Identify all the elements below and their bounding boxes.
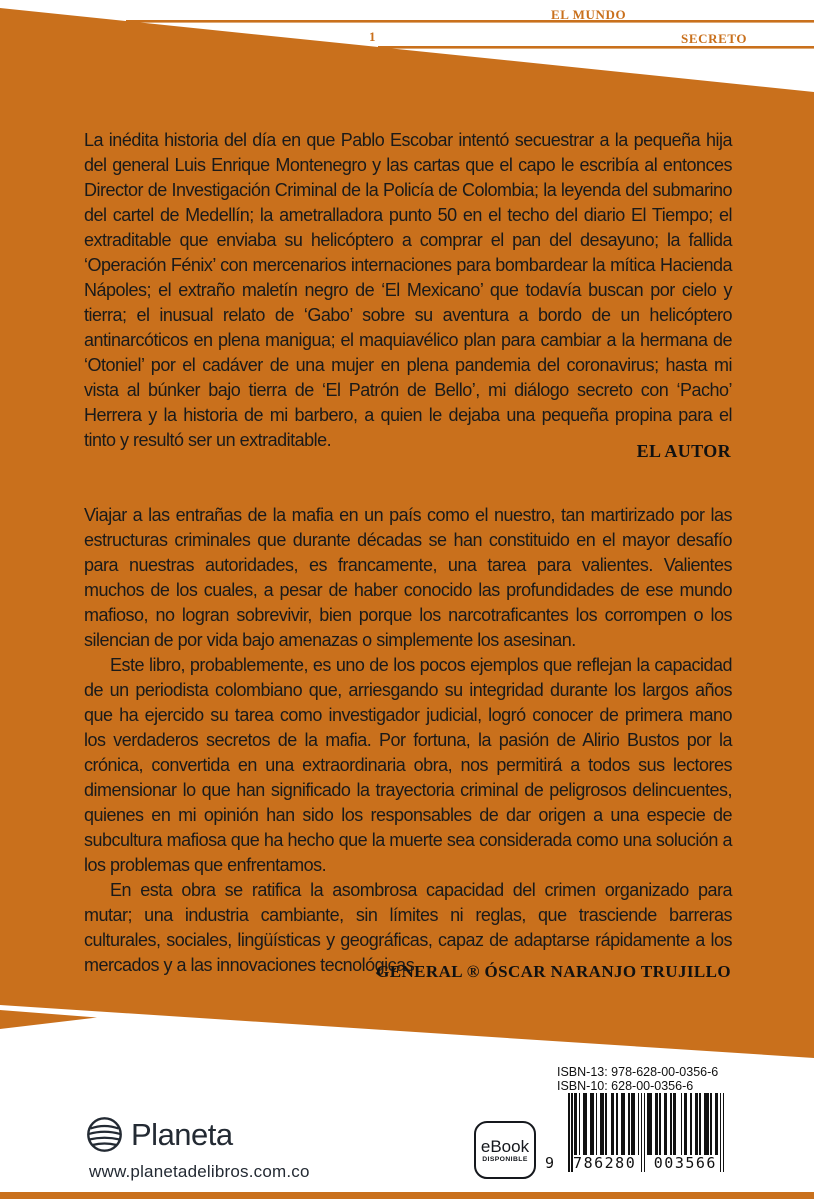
- barcode-bar: [590, 1093, 595, 1155]
- isbn-13: ISBN-13: 978-628-00-0356-6: [557, 1065, 719, 1079]
- barcode-bar: [605, 1093, 607, 1155]
- barcode-bar: [596, 1093, 598, 1155]
- publisher-name: Planeta: [131, 1116, 233, 1152]
- review-paragraphs: [84, 503, 732, 978]
- barcode-bar: [684, 1093, 687, 1155]
- header-title-secreto: SECRETO: [681, 31, 748, 46]
- ebook-badge-subtitle: DISPONIBLE: [482, 1155, 528, 1163]
- review-signature: GENERAL ® ÓSCAR NARANJO TRUJILLO: [376, 962, 731, 981]
- barcode-bar: [715, 1093, 718, 1155]
- barcode-bar: [631, 1093, 634, 1155]
- isbn-block: [557, 1066, 718, 1093]
- barcode-bar: [600, 1093, 603, 1155]
- barcode-bar: [574, 1093, 577, 1155]
- barcode-bar: [664, 1093, 667, 1155]
- barcode-bar: [695, 1093, 698, 1155]
- review-paragraph-2: Este libro, probablemente, es uno de los pocos ejemplos que reflejan la capacidad de un periodista colombiano que, arriesgando su integridad durante los largos años que ha ejercido su tarea como investigador judicial, logró conocer de primera mano los verdaderos secretos de la mafia. Por fortuna, la pasión de Alirio Bustos por la crónica, convertida en una extraordinaria obra, nos permitirá a todos sus lectores dimensionar lo que han significado la trayectoria criminal de peligrosos delincuentes, quienes en mi opinión han sido los responsables de dar origen a una especie de subcultura mafiosa que ha hecho que la muerte sea considerada como una solución a los problemas que enfrentamos.: [84, 655, 732, 875]
- barcode-bar: [659, 1093, 661, 1155]
- barcode-bar: [673, 1093, 676, 1155]
- barcode-bar: [670, 1093, 672, 1155]
- synopsis-signature: EL AUTOR: [636, 441, 731, 461]
- isbn-10: ISBN-10: 628-00-0356-6: [557, 1078, 694, 1093]
- header-rule-top: [126, 20, 814, 23]
- publisher-website: www.planetadelibros.com.co: [89, 1162, 310, 1181]
- header-title-el-mundo: EL MUNDO: [551, 7, 627, 22]
- barcode-bar: [710, 1093, 712, 1155]
- bottom-edge-strip: [0, 1192, 814, 1199]
- barcode-bar: [647, 1093, 652, 1155]
- barcode-digits: 9 786280 003566: [545, 1154, 717, 1172]
- barcode-bar: [611, 1093, 614, 1155]
- ebook-badge-title: eBook: [480, 1136, 530, 1156]
- barcode-bar: [579, 1093, 581, 1155]
- barcode-bar: [655, 1093, 658, 1155]
- orange-bottom-left-wedge: [0, 1010, 97, 1029]
- barcode-bar: [681, 1093, 683, 1155]
- barcode-bar: [690, 1093, 692, 1155]
- barcode-bar: [583, 1093, 586, 1155]
- ebook-badge: [474, 1121, 536, 1179]
- publisher-logo: [86, 1116, 233, 1153]
- synopsis-text: La inédita historia del día en que Pablo Escobar intentó secuestrar a la pequeña hija del general Luis Enrique Montenegro y las cartas que el capo le escribía al entonces Director de Investigación Criminal de la Policía de Colombia; la leyenda del submarino del cartel de Medellín; la ametralladora punto 50 en el techo del diario El Tiempo; el extraditable que enviaba su helicóptero a comprar el pan del desayuno; la fallida ‘Operación Fénix’ con mercenarios internaciones para bombardear la mítica Hacienda Nápoles; el extraño maletín negro de ‘El Mexicano’ que todavía buscan por cielo y tierra; el inusual relato de ‘Gabo’ sobre su aventura a bordo de un helicóptero antinarcóticos en plena manigua; el maquiavélico plan para cambiar a la hermana de ‘Otoniel’ por el cadáver de una mujer en plena pandemia del coronavirus; hasta mi vista al búnker bajo tierra de ‘El Patrón de Bello’, mi diálogo secreto con ‘Pacho’ Herrera y la historia de mi barbero, a quien le dejaba una pequeña propina para el tinto y resultó ser un extraditable.: [84, 130, 732, 450]
- barcode-bar: [616, 1093, 618, 1155]
- barcode-bar: [704, 1093, 709, 1155]
- review-paragraph-1: Viajar a las entrañas de la mafia en un país como el nuestro, tan martirizado por las estructuras criminales que durante décadas se han constituido en el mayor desafío para nuestras autoridades, es francamente, una tarea para valientes. Valientes muchos de los cuales, a pesar de haber conocido las profundidades de ese mundo mafioso, no logran sobrevivir, bien porque los narcotraficantes los corrompen o los silencian de por vida bajo amenazas o simplemente los asesinan.: [84, 505, 732, 650]
- barcode-bar: [628, 1093, 630, 1155]
- barcode-bar: [638, 1093, 640, 1155]
- header-page-number: 1: [369, 29, 377, 44]
- barcode-bar: [699, 1093, 701, 1155]
- planeta-globe-icon: [86, 1116, 123, 1153]
- barcode-bar: [621, 1093, 626, 1155]
- header-rule-bottom: [378, 46, 814, 49]
- synopsis-paragraph: [84, 128, 732, 453]
- review-paragraph-3: En esta obra se ratifica la asombrosa capacidad del crimen organizado para mutar; una industria cambiante, sin límites ni reglas, que trasciende barreras culturales, sociales, lingüísticas y geográficas, capaz de adaptarse rápidamente a los mercados y a las innovaciones tecnológicas.: [84, 880, 732, 975]
